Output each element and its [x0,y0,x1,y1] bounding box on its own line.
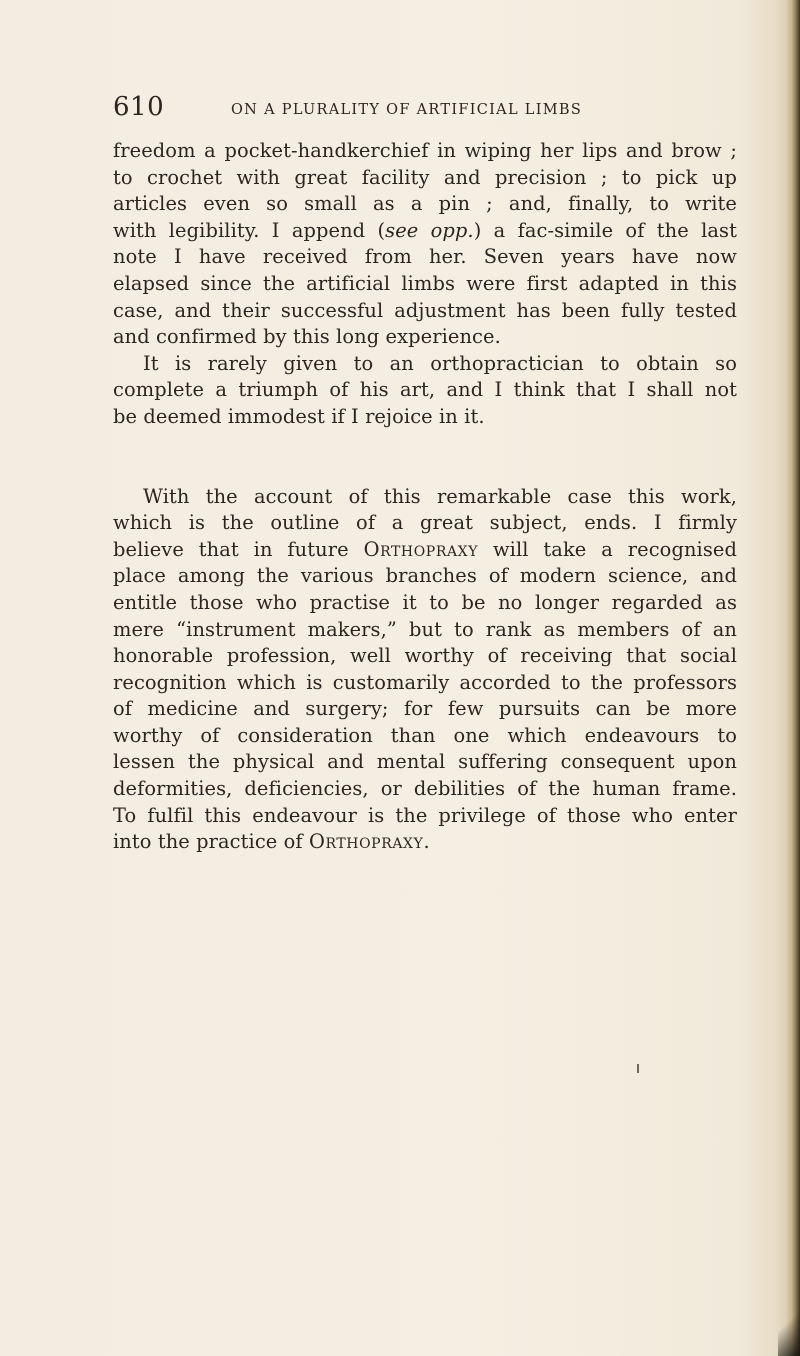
text-line: entitle those who practise it to be no longer regarded as [113,590,737,614]
page-edge-shadow [786,0,800,1356]
text-line: worthy of consideration than one which endeavours to [113,723,737,747]
text-line: be deemed immodest if I rejoice in it. [113,404,485,428]
text-line: honorable profession, well worthy of receiving that social [113,644,737,668]
text-line: and confirmed by this long experience. [113,325,501,349]
text-segment: . [423,830,430,854]
text-line: lessen the physical and mental suffering consequent upon [113,750,737,774]
term-orthopraxy: Orthopraxy [363,537,479,561]
text-line: It is rarely given to an orthopractician to obtain so [143,351,737,375]
page-number: 610 [113,92,165,122]
text-line [113,218,737,245]
text-line: freedom a pocket-handkerchief in wiping her lips and brow ; [113,139,737,162]
body-text [113,138,737,856]
text-line: elapsed since the artificial limbs were first adapted in this [113,271,737,295]
cross-reference: see opp. [385,218,474,242]
text-line: To fulfil this endeavour is the privilege of those who enter [113,803,737,827]
text-line: to crochet with great facility and precision ; to pick up [113,165,737,189]
text-line: With the account of this remarkable case this work, [143,484,737,508]
text-line: deformities, deficiencies, or debilities of the human frame. [113,777,737,801]
paragraph-gap [113,431,737,484]
text-line [113,537,737,564]
text-segment: will take a recognised [478,537,737,561]
text-line: place among the various branches of modern science, and [113,564,737,588]
page-corner-shadow [778,1300,800,1356]
text-line: articles even so small as a pin ; and, finally, to write [113,192,737,216]
text-line [113,829,737,856]
text-line: note I have received from her. Seven years have now [113,245,737,269]
text-segment: believe that in future [113,537,364,561]
text-line: mere “instrument makers,” but to rank as members of an [113,617,737,641]
page-header [113,92,673,132]
text-line: which is the outline of a great subject, ends. I firmly [113,511,737,535]
text-line: of medicine and surgery; for few pursuits can be more [113,697,737,721]
running-head: ON A PLURALITY OF ARTIFICIAL LIMBS [231,102,583,118]
text-line: case, and their successful adjustment has been fully tested [113,298,737,322]
term-orthopraxy: Orthopraxy [308,830,424,854]
text-segment: with legibility. I append ( [113,218,386,242]
text-line: recognition which is customarily accorded to the professors [113,670,737,694]
text-segment: ) a fac-simile of the last [473,218,737,242]
stray-ink-mark [637,1064,639,1073]
text-line: complete a triumph of his art, and I think that I shall not [113,378,737,402]
text-segment: into the practice of [113,830,309,854]
